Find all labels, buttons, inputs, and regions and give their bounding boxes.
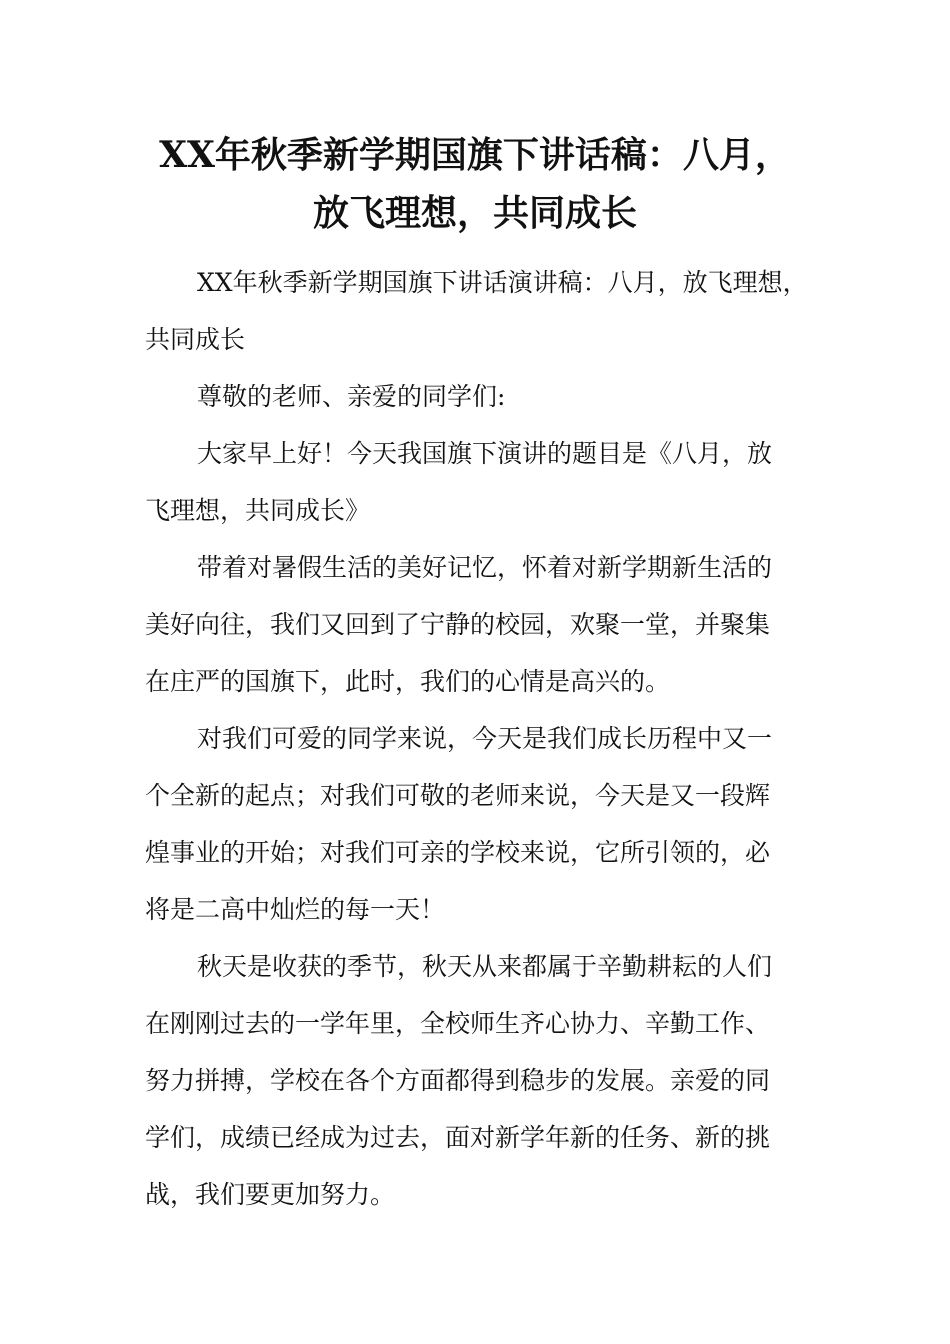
paragraph-line: 带着对暑假生活的美好记忆，怀着对新学期新生活的 (197, 553, 773, 582)
paragraph-line: 在庄严的国旗下，此时，我们的心情是高兴的。 (145, 667, 671, 696)
paragraph-line: 学们，成绩已经成为过去，面对新学年新的任务、新的挑 (145, 1123, 771, 1152)
paragraph-line: 对我们可爱的同学来说，今天是我们成长历程中又一 (197, 724, 773, 753)
paragraph-line: 战，我们要更加努力。 (145, 1180, 396, 1209)
paragraph-line: 秋天是收获的季节，秋天从来都属于辛勤耕耘的人们 (197, 952, 773, 981)
document-title (140, 126, 810, 242)
paragraph-line: XX年秋季新学期国旗下讲话演讲稿：八月，放飞理想， (197, 268, 808, 297)
paragraph (145, 539, 810, 710)
paragraph (145, 254, 810, 368)
paragraph-line: 在刚刚过去的一学年里，全校师生齐心协力、辛勤工作、 (145, 1009, 771, 1038)
paragraph (145, 710, 810, 938)
paragraph-line: 煌事业的开始；对我们可亲的学校来说，它所引领的，必 (145, 838, 771, 867)
paragraph-line: 努力拼搏，学校在各个方面都得到稳步的发展。亲爱的同 (145, 1066, 771, 1095)
title-line: 放飞理想，共同成长 (312, 192, 637, 234)
document-body (145, 254, 810, 1223)
paragraph-line: 飞理想，共同成长》 (145, 496, 371, 525)
paragraph (145, 938, 810, 1223)
paragraph-line: 将是二高中灿烂的每一天！ (145, 895, 446, 924)
paragraph (145, 425, 810, 539)
paragraph-line: 美好向往，我们又回到了宁静的校园，欢聚一堂，并聚集 (145, 610, 771, 639)
paragraph-line: 尊敬的老师、亲爱的同学们: (197, 382, 506, 411)
paragraph (145, 368, 810, 425)
paragraph-line: 大家早上好！今天我国旗下演讲的题目是《八月，放 (197, 439, 773, 468)
paragraph-line: 个全新的起点；对我们可敬的老师来说，今天是又一段辉 (145, 781, 771, 810)
title-line: XX年秋季新学期国旗下讲话稿：八月， (159, 134, 791, 176)
paragraph-line: 共同成长 (145, 325, 246, 354)
